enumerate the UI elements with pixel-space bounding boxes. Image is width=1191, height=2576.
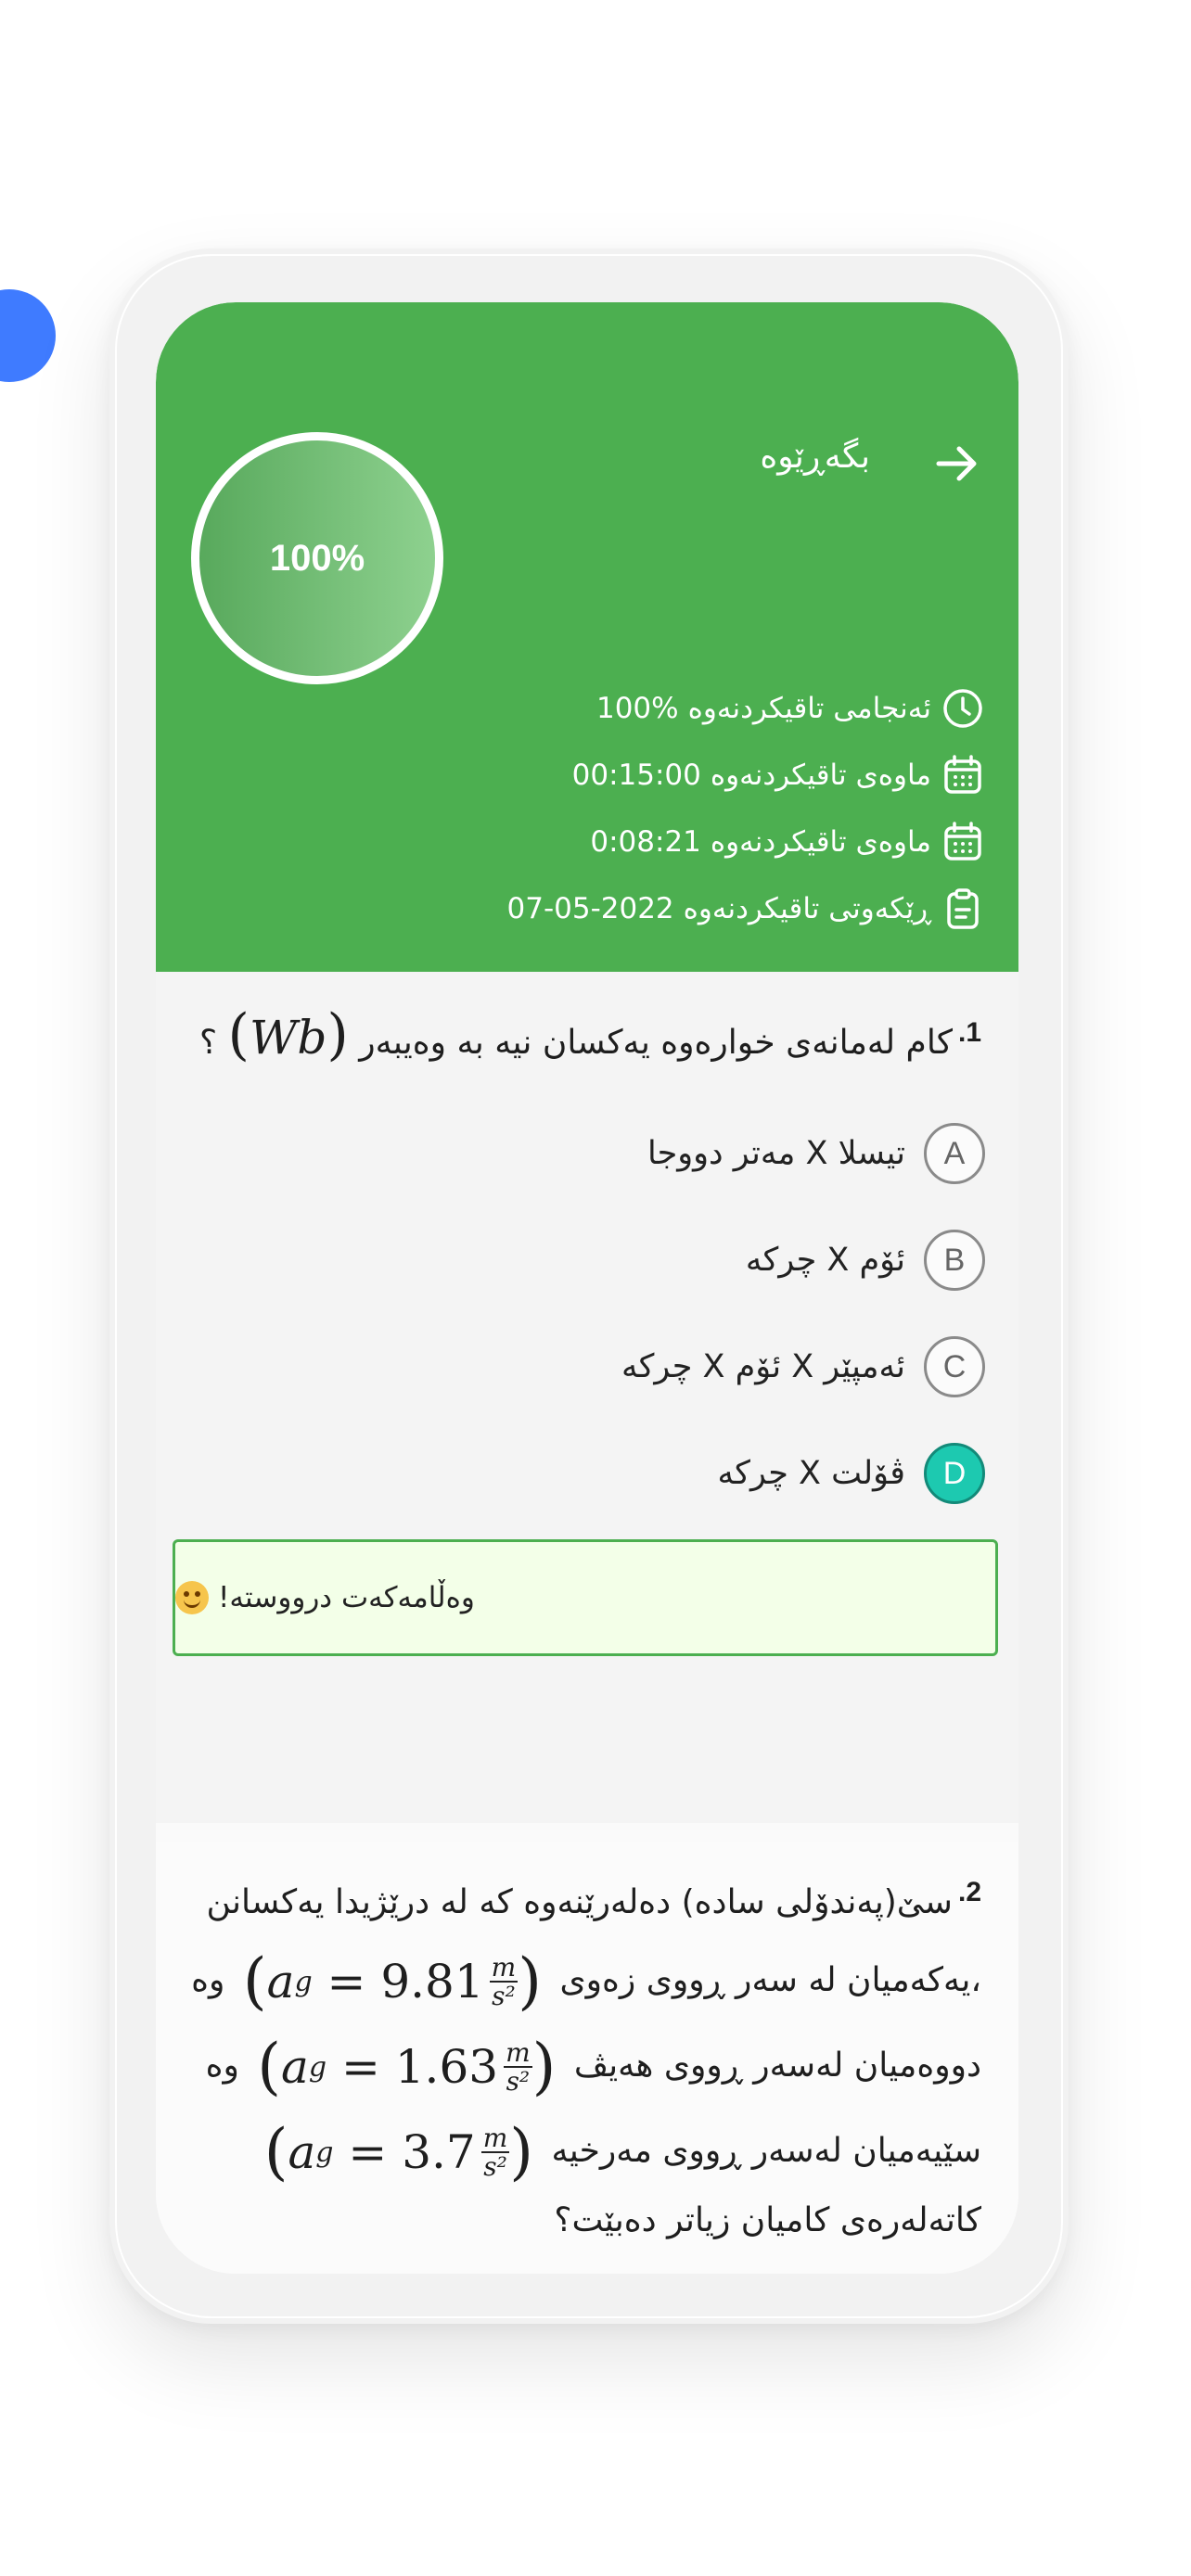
gravity-value: 1.63 [394,2040,499,2094]
arrow-right-icon[interactable] [933,440,981,488]
stat-value: 100% [596,692,679,725]
score-circle [191,432,443,684]
gravity-value: 9.81 [380,1955,484,2009]
question-text: ،یەکەمیان لە سەر ڕووی زەوی [559,1961,981,1999]
smiley-icon [175,1581,209,1614]
gravity-value: 3.7 [402,2125,476,2179]
unit-numerator: m [506,2036,531,2068]
option-text: ڤۆلت X چرکە [717,1455,905,1492]
gravity-equation-earth: ( a g = 9.81 $\frac{m}{\text{s²}}$ ) [242,1945,542,2017]
option-letter: C [924,1336,985,1397]
feedback-text: وەڵامەکەت درووستە! [218,1581,475,1614]
question-number: 1. [957,1017,981,1048]
question-2-line-4 [257,2116,981,2187]
question-text: کاتەلەرەی کامیان زیاتر دەبێت؟ [554,2201,981,2239]
unit-numerator: m [482,2122,508,2153]
option-text: ئۆم X چرکە [745,1242,905,1279]
stat-row-result [336,682,985,734]
option-d[interactable] [718,1440,985,1507]
unit-denominator: s² [492,1981,516,2011]
stat-value: 0:08:21 [590,825,701,859]
unit-numerator: m [491,1951,517,1983]
question-1-title [199,998,981,1073]
gravity-equation-mars: ( a g = 3.7 $\frac{m}{\text{s²}}$ ) [263,2116,534,2187]
question-text: سێیەمیان لەسەر ڕووی مەرخیە [551,2132,981,2170]
stat-row-duration [336,749,985,801]
option-letter: B [924,1230,985,1291]
result-stats [336,682,985,950]
quiz-result-screen [156,302,1018,2274]
stat-label: ڕێکەوتی تاقیکردنەوە [683,892,931,925]
calendar-icon [941,753,985,797]
unit-denominator: s² [506,2066,531,2097]
question-2-line-5 [554,2201,981,2239]
calendar-icon [941,820,985,864]
score-percentage: 100% [269,537,365,579]
decorative-blue-dot [0,289,56,382]
question-number: 2. [957,1877,981,1907]
stat-label: ماوەی تاقیکردنەوە [710,759,931,792]
question-text: سێ(پەندۆلی سادە) دەلەرێنەوە کە لە درێژیدا یەکسانن [206,1883,953,1921]
option-letter: A [924,1123,985,1184]
back-button[interactable]: بگەڕێوە [760,438,870,476]
option-text: ئەمپێر X ئۆم X چرکە [621,1348,905,1385]
option-letter-selected: D [924,1443,985,1504]
stat-value: 00:15:00 [571,759,701,792]
clipboard-icon [941,886,985,931]
gravity-equation-moon: ( a g = 1.63 $\frac{m}{\text{s²}}$ ) [257,2031,557,2102]
option-text: تیسلا X مەتر دووجا [647,1135,905,1172]
question-2-line-2 [191,1945,981,2017]
conjunction: وە [191,1961,225,1999]
correct-answer-feedback [173,1539,998,1656]
conjunction: وە [205,2047,239,2085]
stat-row-date [336,883,985,935]
stat-row-time-spent [336,816,985,868]
stat-label: ئەنجامی تاقیکردنەوە [687,692,931,725]
option-b[interactable] [746,1227,985,1294]
math-expression: (Wb) [227,1002,349,1067]
clock-icon [941,686,985,731]
stat-value: 07-05-2022 [506,892,674,925]
question-1 [156,972,1018,1823]
option-a[interactable] [647,1120,985,1187]
question-2-line-3 [205,2031,981,2102]
question-text: كام لەمانەی خوارەوە یەکسان نیە بە وەیبەر [359,1024,953,1062]
question-mark: ؟ [198,1024,218,1062]
option-c[interactable] [621,1333,985,1400]
question-text: دووەمیان لەسەر ڕووی هەیڤ [573,2047,981,2085]
stat-label: ماوەی تاقیکردنەوە [710,825,931,859]
question-2 [156,1842,1018,2274]
unit-denominator: s² [483,2151,507,2182]
math-symbol: Wb [249,1011,327,1065]
result-header [156,302,1018,972]
question-2-line-1 [207,1877,981,1921]
